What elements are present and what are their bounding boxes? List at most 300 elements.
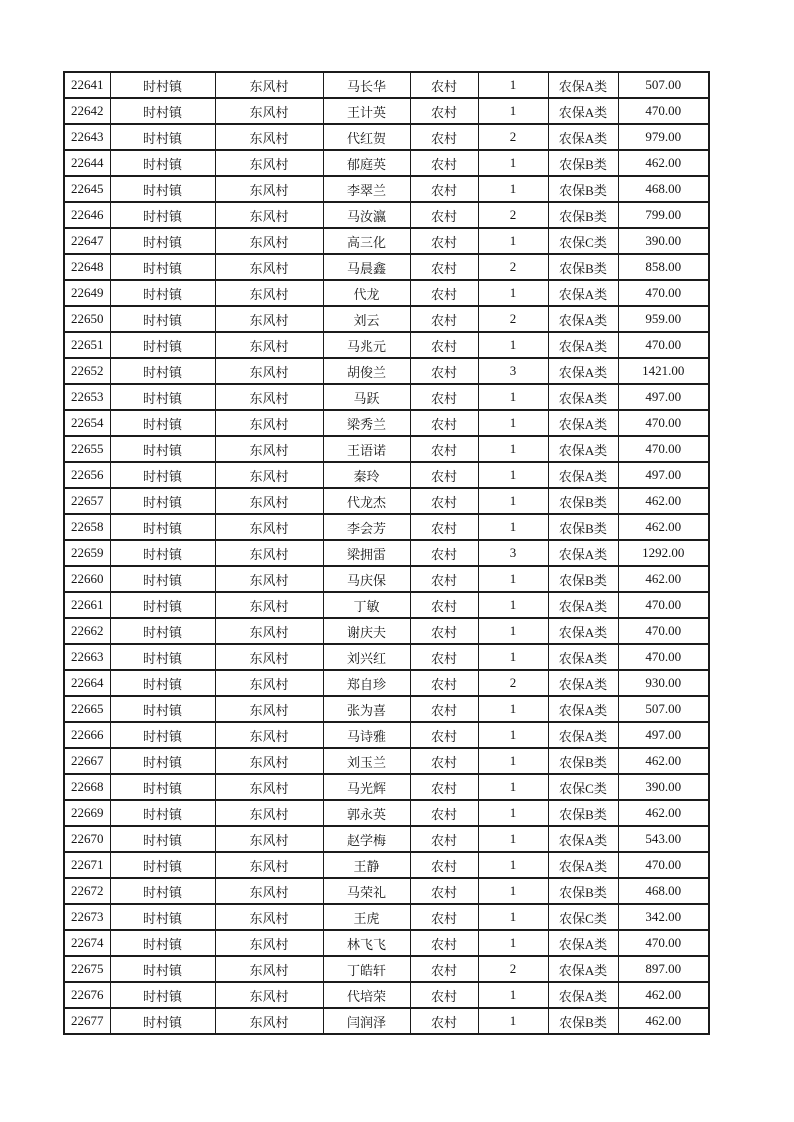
cell-record-id: 22661 <box>64 592 110 618</box>
cell-amount: 507.00 <box>618 696 709 722</box>
cell-insurance-category: 农保A类 <box>548 280 618 306</box>
cell-record-id: 22642 <box>64 98 110 124</box>
cell-person-name: 代龙 <box>323 280 410 306</box>
cell-insurance-category: 农保A类 <box>548 670 618 696</box>
cell-person-name: 谢庆夫 <box>323 618 410 644</box>
cell-person-name: 马汝瀛 <box>323 202 410 228</box>
cell-town: 时村镇 <box>110 774 215 800</box>
cell-amount: 390.00 <box>618 228 709 254</box>
cell-amount: 462.00 <box>618 982 709 1008</box>
cell-person-name: 高三化 <box>323 228 410 254</box>
table-row <box>64 98 709 124</box>
cell-residence-type: 农村 <box>410 98 478 124</box>
cell-insurance-category: 农保A类 <box>548 462 618 488</box>
cell-town: 时村镇 <box>110 826 215 852</box>
cell-record-id: 22653 <box>64 384 110 410</box>
cell-village: 东风村 <box>215 306 323 332</box>
subsidy-table <box>63 71 710 1035</box>
cell-town: 时村镇 <box>110 410 215 436</box>
table-row <box>64 410 709 436</box>
cell-amount: 462.00 <box>618 514 709 540</box>
cell-insurance-category: 农保B类 <box>548 878 618 904</box>
cell-person-count: 3 <box>478 540 548 566</box>
cell-town: 时村镇 <box>110 540 215 566</box>
cell-town: 时村镇 <box>110 696 215 722</box>
table-row <box>64 462 709 488</box>
cell-record-id: 22669 <box>64 800 110 826</box>
cell-record-id: 22671 <box>64 852 110 878</box>
cell-insurance-category: 农保A类 <box>548 696 618 722</box>
cell-record-id: 22677 <box>64 1008 110 1034</box>
cell-insurance-category: 农保A类 <box>548 644 618 670</box>
cell-person-name: 张为喜 <box>323 696 410 722</box>
cell-town: 时村镇 <box>110 332 215 358</box>
cell-record-id: 22655 <box>64 436 110 462</box>
cell-town: 时村镇 <box>110 176 215 202</box>
cell-person-count: 1 <box>478 592 548 618</box>
cell-person-name: 秦玲 <box>323 462 410 488</box>
cell-person-count: 1 <box>478 748 548 774</box>
cell-insurance-category: 农保A类 <box>548 98 618 124</box>
table-row <box>64 150 709 176</box>
cell-person-count: 1 <box>478 904 548 930</box>
cell-town: 时村镇 <box>110 150 215 176</box>
cell-record-id: 22674 <box>64 930 110 956</box>
cell-residence-type: 农村 <box>410 670 478 696</box>
cell-town: 时村镇 <box>110 878 215 904</box>
cell-amount: 497.00 <box>618 462 709 488</box>
table-row <box>64 670 709 696</box>
cell-person-name: 马长华 <box>323 72 410 98</box>
cell-insurance-category: 农保B类 <box>548 254 618 280</box>
cell-town: 时村镇 <box>110 852 215 878</box>
cell-record-id: 22645 <box>64 176 110 202</box>
cell-person-name: 刘云 <box>323 306 410 332</box>
cell-amount: 959.00 <box>618 306 709 332</box>
cell-residence-type: 农村 <box>410 488 478 514</box>
cell-person-name: 胡俊兰 <box>323 358 410 384</box>
cell-person-name: 马兆元 <box>323 332 410 358</box>
cell-residence-type: 农村 <box>410 202 478 228</box>
cell-town: 时村镇 <box>110 254 215 280</box>
cell-record-id: 22649 <box>64 280 110 306</box>
cell-record-id: 22641 <box>64 72 110 98</box>
cell-person-count: 1 <box>478 618 548 644</box>
cell-amount: 462.00 <box>618 1008 709 1034</box>
cell-town: 时村镇 <box>110 722 215 748</box>
cell-person-name: 王计英 <box>323 98 410 124</box>
cell-insurance-category: 农保A类 <box>548 930 618 956</box>
cell-amount: 470.00 <box>618 852 709 878</box>
cell-amount: 390.00 <box>618 774 709 800</box>
table-row <box>64 124 709 150</box>
cell-person-count: 2 <box>478 306 548 332</box>
cell-person-count: 1 <box>478 514 548 540</box>
cell-record-id: 22666 <box>64 722 110 748</box>
cell-person-name: 代龙杰 <box>323 488 410 514</box>
cell-amount: 1421.00 <box>618 358 709 384</box>
cell-amount: 979.00 <box>618 124 709 150</box>
cell-amount: 468.00 <box>618 878 709 904</box>
cell-insurance-category: 农保A类 <box>548 332 618 358</box>
cell-village: 东风村 <box>215 670 323 696</box>
cell-amount: 462.00 <box>618 488 709 514</box>
cell-insurance-category: 农保B类 <box>548 1008 618 1034</box>
cell-person-count: 1 <box>478 800 548 826</box>
cell-village: 东风村 <box>215 436 323 462</box>
cell-town: 时村镇 <box>110 904 215 930</box>
cell-person-count: 2 <box>478 202 548 228</box>
cell-person-name: 赵学梅 <box>323 826 410 852</box>
cell-person-count: 2 <box>478 254 548 280</box>
cell-amount: 470.00 <box>618 930 709 956</box>
table-row <box>64 514 709 540</box>
cell-record-id: 22663 <box>64 644 110 670</box>
cell-person-name: 代培荣 <box>323 982 410 1008</box>
cell-person-count: 1 <box>478 566 548 592</box>
cell-village: 东风村 <box>215 800 323 826</box>
cell-residence-type: 农村 <box>410 644 478 670</box>
cell-insurance-category: 农保B类 <box>548 800 618 826</box>
cell-amount: 470.00 <box>618 644 709 670</box>
cell-person-count: 1 <box>478 150 548 176</box>
cell-residence-type: 农村 <box>410 930 478 956</box>
cell-insurance-category: 农保B类 <box>548 748 618 774</box>
cell-town: 时村镇 <box>110 228 215 254</box>
cell-person-count: 1 <box>478 280 548 306</box>
cell-amount: 462.00 <box>618 566 709 592</box>
cell-record-id: 22657 <box>64 488 110 514</box>
cell-person-name: 李翠兰 <box>323 176 410 202</box>
cell-town: 时村镇 <box>110 956 215 982</box>
cell-amount: 507.00 <box>618 72 709 98</box>
cell-person-name: 马荣礼 <box>323 878 410 904</box>
cell-village: 东风村 <box>215 488 323 514</box>
cell-town: 时村镇 <box>110 98 215 124</box>
cell-amount: 1292.00 <box>618 540 709 566</box>
cell-person-count: 1 <box>478 982 548 1008</box>
cell-person-count: 1 <box>478 332 548 358</box>
cell-insurance-category: 农保A类 <box>548 358 618 384</box>
cell-record-id: 22646 <box>64 202 110 228</box>
cell-insurance-category: 农保A类 <box>548 384 618 410</box>
cell-person-count: 1 <box>478 462 548 488</box>
cell-residence-type: 农村 <box>410 748 478 774</box>
cell-person-count: 2 <box>478 670 548 696</box>
table-body <box>64 72 709 1034</box>
cell-village: 东风村 <box>215 280 323 306</box>
cell-person-name: 梁拥雷 <box>323 540 410 566</box>
table-row <box>64 592 709 618</box>
cell-record-id: 22654 <box>64 410 110 436</box>
table-row <box>64 904 709 930</box>
cell-person-count: 1 <box>478 826 548 852</box>
cell-person-count: 1 <box>478 436 548 462</box>
cell-person-count: 1 <box>478 878 548 904</box>
cell-person-count: 1 <box>478 72 548 98</box>
cell-person-count: 1 <box>478 930 548 956</box>
cell-record-id: 22647 <box>64 228 110 254</box>
table-row <box>64 748 709 774</box>
cell-village: 东风村 <box>215 254 323 280</box>
cell-insurance-category: 农保A类 <box>548 826 618 852</box>
cell-residence-type: 农村 <box>410 72 478 98</box>
cell-person-count: 2 <box>478 956 548 982</box>
cell-village: 东风村 <box>215 592 323 618</box>
cell-amount: 897.00 <box>618 956 709 982</box>
cell-person-name: 闫润泽 <box>323 1008 410 1034</box>
cell-village: 东风村 <box>215 826 323 852</box>
cell-insurance-category: 农保C类 <box>548 228 618 254</box>
cell-insurance-category: 农保A类 <box>548 124 618 150</box>
table-row <box>64 1008 709 1034</box>
cell-person-name: 王静 <box>323 852 410 878</box>
cell-insurance-category: 农保A类 <box>548 436 618 462</box>
cell-record-id: 22658 <box>64 514 110 540</box>
cell-person-name: 郭永英 <box>323 800 410 826</box>
table-row <box>64 228 709 254</box>
cell-village: 东风村 <box>215 878 323 904</box>
table-row <box>64 566 709 592</box>
cell-residence-type: 农村 <box>410 540 478 566</box>
cell-person-name: 林飞飞 <box>323 930 410 956</box>
cell-residence-type: 农村 <box>410 566 478 592</box>
cell-person-count: 1 <box>478 98 548 124</box>
cell-town: 时村镇 <box>110 72 215 98</box>
cell-record-id: 22643 <box>64 124 110 150</box>
cell-amount: 470.00 <box>618 280 709 306</box>
cell-record-id: 22660 <box>64 566 110 592</box>
cell-insurance-category: 农保B类 <box>548 488 618 514</box>
cell-amount: 342.00 <box>618 904 709 930</box>
table-row <box>64 488 709 514</box>
cell-amount: 470.00 <box>618 436 709 462</box>
cell-insurance-category: 农保A类 <box>548 592 618 618</box>
cell-village: 东风村 <box>215 566 323 592</box>
table-row <box>64 306 709 332</box>
cell-village: 东风村 <box>215 176 323 202</box>
cell-insurance-category: 农保B类 <box>548 176 618 202</box>
cell-town: 时村镇 <box>110 384 215 410</box>
cell-town: 时村镇 <box>110 306 215 332</box>
cell-residence-type: 农村 <box>410 982 478 1008</box>
cell-town: 时村镇 <box>110 748 215 774</box>
cell-record-id: 22667 <box>64 748 110 774</box>
cell-record-id: 22662 <box>64 618 110 644</box>
cell-person-count: 1 <box>478 722 548 748</box>
cell-village: 东风村 <box>215 72 323 98</box>
cell-residence-type: 农村 <box>410 722 478 748</box>
cell-person-count: 1 <box>478 410 548 436</box>
cell-record-id: 22676 <box>64 982 110 1008</box>
cell-person-name: 马晨鑫 <box>323 254 410 280</box>
cell-insurance-category: 农保A类 <box>548 72 618 98</box>
cell-residence-type: 农村 <box>410 384 478 410</box>
cell-amount: 858.00 <box>618 254 709 280</box>
table-row <box>64 202 709 228</box>
cell-person-name: 丁皓轩 <box>323 956 410 982</box>
cell-residence-type: 农村 <box>410 618 478 644</box>
table-row <box>64 878 709 904</box>
cell-residence-type: 农村 <box>410 280 478 306</box>
cell-insurance-category: 农保A类 <box>548 540 618 566</box>
table-row <box>64 930 709 956</box>
cell-person-name: 郁庭英 <box>323 150 410 176</box>
cell-town: 时村镇 <box>110 618 215 644</box>
cell-record-id: 22670 <box>64 826 110 852</box>
cell-town: 时村镇 <box>110 202 215 228</box>
cell-town: 时村镇 <box>110 644 215 670</box>
table-row <box>64 852 709 878</box>
cell-record-id: 22673 <box>64 904 110 930</box>
cell-village: 东风村 <box>215 540 323 566</box>
cell-insurance-category: 农保B类 <box>548 150 618 176</box>
cell-town: 时村镇 <box>110 280 215 306</box>
cell-record-id: 22648 <box>64 254 110 280</box>
cell-record-id: 22672 <box>64 878 110 904</box>
cell-village: 东风村 <box>215 228 323 254</box>
cell-person-name: 王虎 <box>323 904 410 930</box>
cell-amount: 462.00 <box>618 748 709 774</box>
cell-person-count: 1 <box>478 488 548 514</box>
cell-amount: 470.00 <box>618 592 709 618</box>
cell-person-name: 马诗雅 <box>323 722 410 748</box>
cell-residence-type: 农村 <box>410 774 478 800</box>
table-row <box>64 540 709 566</box>
cell-residence-type: 农村 <box>410 1008 478 1034</box>
cell-person-count: 1 <box>478 228 548 254</box>
cell-residence-type: 农村 <box>410 332 478 358</box>
cell-person-count: 1 <box>478 1008 548 1034</box>
cell-town: 时村镇 <box>110 488 215 514</box>
table-row <box>64 72 709 98</box>
cell-residence-type: 农村 <box>410 410 478 436</box>
cell-insurance-category: 农保C类 <box>548 774 618 800</box>
cell-residence-type: 农村 <box>410 124 478 150</box>
cell-amount: 543.00 <box>618 826 709 852</box>
cell-person-name: 丁敏 <box>323 592 410 618</box>
cell-person-count: 1 <box>478 696 548 722</box>
cell-village: 东风村 <box>215 774 323 800</box>
cell-town: 时村镇 <box>110 514 215 540</box>
cell-residence-type: 农村 <box>410 254 478 280</box>
cell-residence-type: 农村 <box>410 878 478 904</box>
cell-person-name: 代红贺 <box>323 124 410 150</box>
cell-village: 东风村 <box>215 852 323 878</box>
cell-person-name: 刘玉兰 <box>323 748 410 774</box>
cell-village: 东风村 <box>215 384 323 410</box>
cell-village: 东风村 <box>215 124 323 150</box>
table-row <box>64 800 709 826</box>
cell-town: 时村镇 <box>110 930 215 956</box>
cell-record-id: 22644 <box>64 150 110 176</box>
cell-person-count: 1 <box>478 176 548 202</box>
cell-insurance-category: 农保B类 <box>548 566 618 592</box>
cell-amount: 470.00 <box>618 410 709 436</box>
cell-residence-type: 农村 <box>410 436 478 462</box>
cell-village: 东风村 <box>215 462 323 488</box>
cell-insurance-category: 农保A类 <box>548 722 618 748</box>
cell-insurance-category: 农保A类 <box>548 306 618 332</box>
cell-residence-type: 农村 <box>410 826 478 852</box>
cell-village: 东风村 <box>215 930 323 956</box>
cell-person-name: 李会芳 <box>323 514 410 540</box>
cell-village: 东风村 <box>215 98 323 124</box>
cell-village: 东风村 <box>215 748 323 774</box>
cell-record-id: 22652 <box>64 358 110 384</box>
cell-person-name: 郑自珍 <box>323 670 410 696</box>
cell-person-count: 2 <box>478 124 548 150</box>
cell-insurance-category: 农保C类 <box>548 904 618 930</box>
table-row <box>64 618 709 644</box>
cell-amount: 470.00 <box>618 332 709 358</box>
cell-amount: 468.00 <box>618 176 709 202</box>
cell-town: 时村镇 <box>110 1008 215 1034</box>
cell-residence-type: 农村 <box>410 228 478 254</box>
cell-amount: 930.00 <box>618 670 709 696</box>
cell-residence-type: 农村 <box>410 358 478 384</box>
cell-town: 时村镇 <box>110 462 215 488</box>
cell-town: 时村镇 <box>110 124 215 150</box>
table-row <box>64 332 709 358</box>
cell-village: 东风村 <box>215 202 323 228</box>
cell-person-name: 梁秀兰 <box>323 410 410 436</box>
cell-residence-type: 农村 <box>410 592 478 618</box>
cell-person-count: 3 <box>478 358 548 384</box>
table-row <box>64 176 709 202</box>
cell-residence-type: 农村 <box>410 306 478 332</box>
cell-residence-type: 农村 <box>410 800 478 826</box>
cell-village: 东风村 <box>215 410 323 436</box>
cell-village: 东风村 <box>215 696 323 722</box>
cell-residence-type: 农村 <box>410 956 478 982</box>
cell-residence-type: 农村 <box>410 150 478 176</box>
cell-person-name: 马光辉 <box>323 774 410 800</box>
cell-residence-type: 农村 <box>410 852 478 878</box>
cell-insurance-category: 农保A类 <box>548 410 618 436</box>
table-row <box>64 384 709 410</box>
cell-village: 东风村 <box>215 1008 323 1034</box>
cell-amount: 462.00 <box>618 800 709 826</box>
cell-amount: 470.00 <box>618 618 709 644</box>
cell-amount: 470.00 <box>618 98 709 124</box>
cell-person-name: 马跃 <box>323 384 410 410</box>
cell-village: 东风村 <box>215 618 323 644</box>
cell-village: 东风村 <box>215 644 323 670</box>
cell-amount: 799.00 <box>618 202 709 228</box>
cell-town: 时村镇 <box>110 358 215 384</box>
cell-insurance-category: 农保B类 <box>548 514 618 540</box>
table-row <box>64 254 709 280</box>
cell-insurance-category: 农保A类 <box>548 982 618 1008</box>
cell-town: 时村镇 <box>110 566 215 592</box>
table-row <box>64 436 709 462</box>
cell-village: 东风村 <box>215 332 323 358</box>
table-row <box>64 826 709 852</box>
table-row <box>64 358 709 384</box>
cell-town: 时村镇 <box>110 670 215 696</box>
table-row <box>64 774 709 800</box>
table-row <box>64 982 709 1008</box>
cell-record-id: 22651 <box>64 332 110 358</box>
cell-amount: 497.00 <box>618 384 709 410</box>
cell-record-id: 22656 <box>64 462 110 488</box>
cell-village: 东风村 <box>215 904 323 930</box>
cell-person-count: 1 <box>478 852 548 878</box>
cell-village: 东风村 <box>215 150 323 176</box>
cell-town: 时村镇 <box>110 436 215 462</box>
cell-record-id: 22659 <box>64 540 110 566</box>
